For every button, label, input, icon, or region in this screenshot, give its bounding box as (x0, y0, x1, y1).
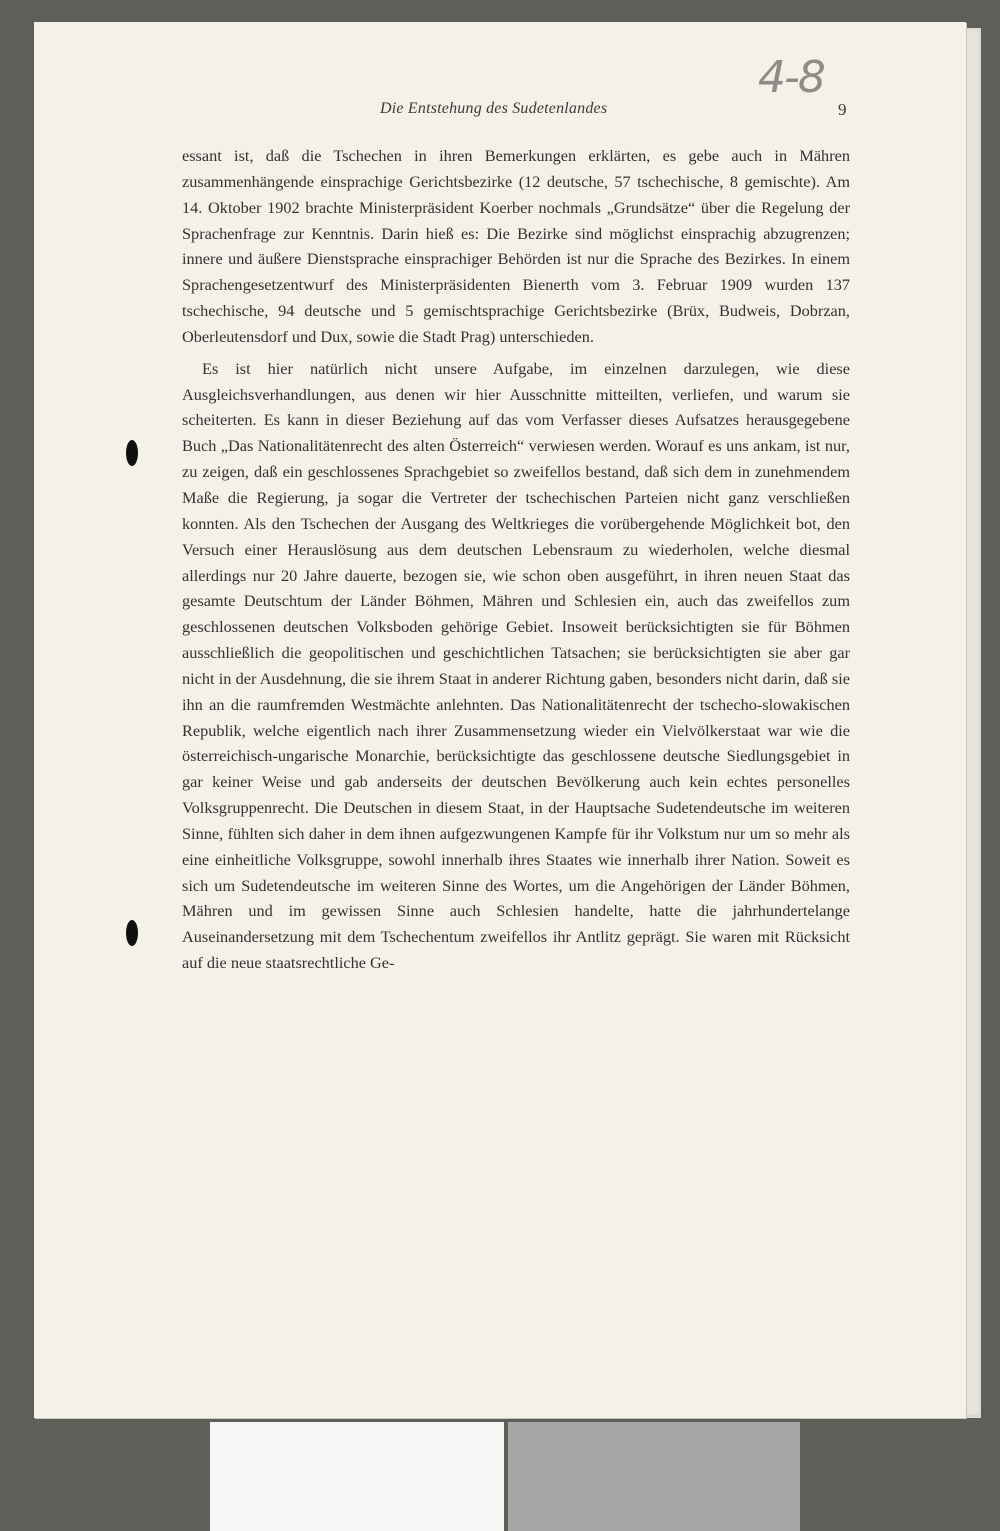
body-text (182, 143, 850, 976)
paragraph: essant ist, daß die Tschechen in ihren Bemerkungen erklärten, es gebe auch in Mähren zusammenhängende einsprachige Gerichtsbezirke (12 deutsche, 57 tschechische, 8 gemischte). Am 14. Oktober 1902 brachte Ministerpräsident Koerber nochmals „Grundsätze“ über die Regelung der Sprachenfrage zur Kenntnis. Darin hieß es: Die Bezirke sind möglichst einsprachig abzugrenzen; innere und äußere Dienstsprache einsprachiger Behörden ist nur die Sprache des Bezirkes. In einem Sprachengesetzentwurf des Ministerpräsidenten Bienerth vom 3. Februar 1909 wurden 137 tschechische, 94 deutsche und 5 gemischtsprachige Gerichtsbezirke (Brüx, Budweis, Dobrzan, Oberleutensdorf und Dux, sowie die Stadt Prag) unterschieden. (182, 146, 850, 346)
white-calibration-card (210, 1422, 504, 1531)
handwritten-page-mark: 4-8 (758, 52, 824, 103)
paragraph: Es ist hier natürlich nicht unsere Aufgabe, im einzelnen darzulegen, wie diese Ausgleichsverhandlungen, aus denen wir hier Ausschnitte mitteilten, verliefen, und warum sie scheiterten. Es kann in dieser Beziehung auf das vom Verfasser dieses Aufsatzes herausgegebene Buch „Das Nationalitätenrecht des alten Österreich“ verwiesen werden. Worauf es uns ankam, ist nur, zu zeigen, daß ein geschlossenes Sprachgebiet so zweifellos bestand, daß sich dem in zunehmendem Maße die Regierung, ja sogar die Vertreter der tschechischen Parteien nicht ganz verschließen konnten. Als den Tschechen der Ausgang des Weltkrieges die vorübergehende Möglichkeit bot, den Versuch einer Herauslösung aus dem deutschen Lebensraum zu wiederholen, welche diesmal allerdings nur 20 Jahre dauerte, bezogen sie, wie schon oben ausgeführt, in ihren neuen Staat das gesamte Deutschtum der Länder Böhmen, Mähren und Schlesien ein, auch das zweifellos zum geschlossenen deutschen Volksboden gehörige Gebiet. Insoweit berücksichtigten sie für Böhmen ausschließlich die geopolitischen und geschichtlichen Tatsachen; sie berücksichtigten sie aber gar nicht in der Ausdehnung, die sie ihrem Staat in anderer Richtung gaben, besonders nicht darin, daß sie ihn an die raumfremden Westmächte anlehnten. Das Nationalitätenrecht der tschecho-slowakischen Republik, welche eigentlich nach ihrer Zusammensetzung wieder ein Vielvölkerstaat war wie die österreichisch-ungarische Monarchie, berücksichtigte das geschlossene deutsche Siedlungsgebiet in gar keiner Weise und gab anderseits der deutschen Bevölkerung auch kein echtes personelles Volksgruppenrecht. Die Deutschen in diesem Staat, in der Hauptsache Sudetendeutsche im weiteren Sinne, fühlten sich daher in dem ihnen aufgezwungenen Kampfe für ihr Volkstum nur um so mehr als eine einheitliche Volksgruppe, sowohl innerhalb ihres Staates wie innerhalb ihrer Nation. Soweit es sich um Sudetendeutsche im weiteren Sinne des Wortes, um die Angehörigen der Länder Böhmen, Mähren und im gewissen Sinne auch Schlesien handelte, hatte die jahrhundertelange Auseinandersetzung mit dem Tschechentum zweifellos ihr Antlitz geprägt. Sie waren mit Rücksicht auf die neue staatsrechtliche Ge- (182, 358, 850, 973)
page-number: 9 (838, 100, 847, 119)
punch-hole-lower (126, 920, 138, 946)
running-head: Die Entstehung des Sudetenlandes (380, 100, 608, 117)
punch-hole-upper (126, 440, 138, 466)
gray-calibration-card (508, 1422, 800, 1531)
